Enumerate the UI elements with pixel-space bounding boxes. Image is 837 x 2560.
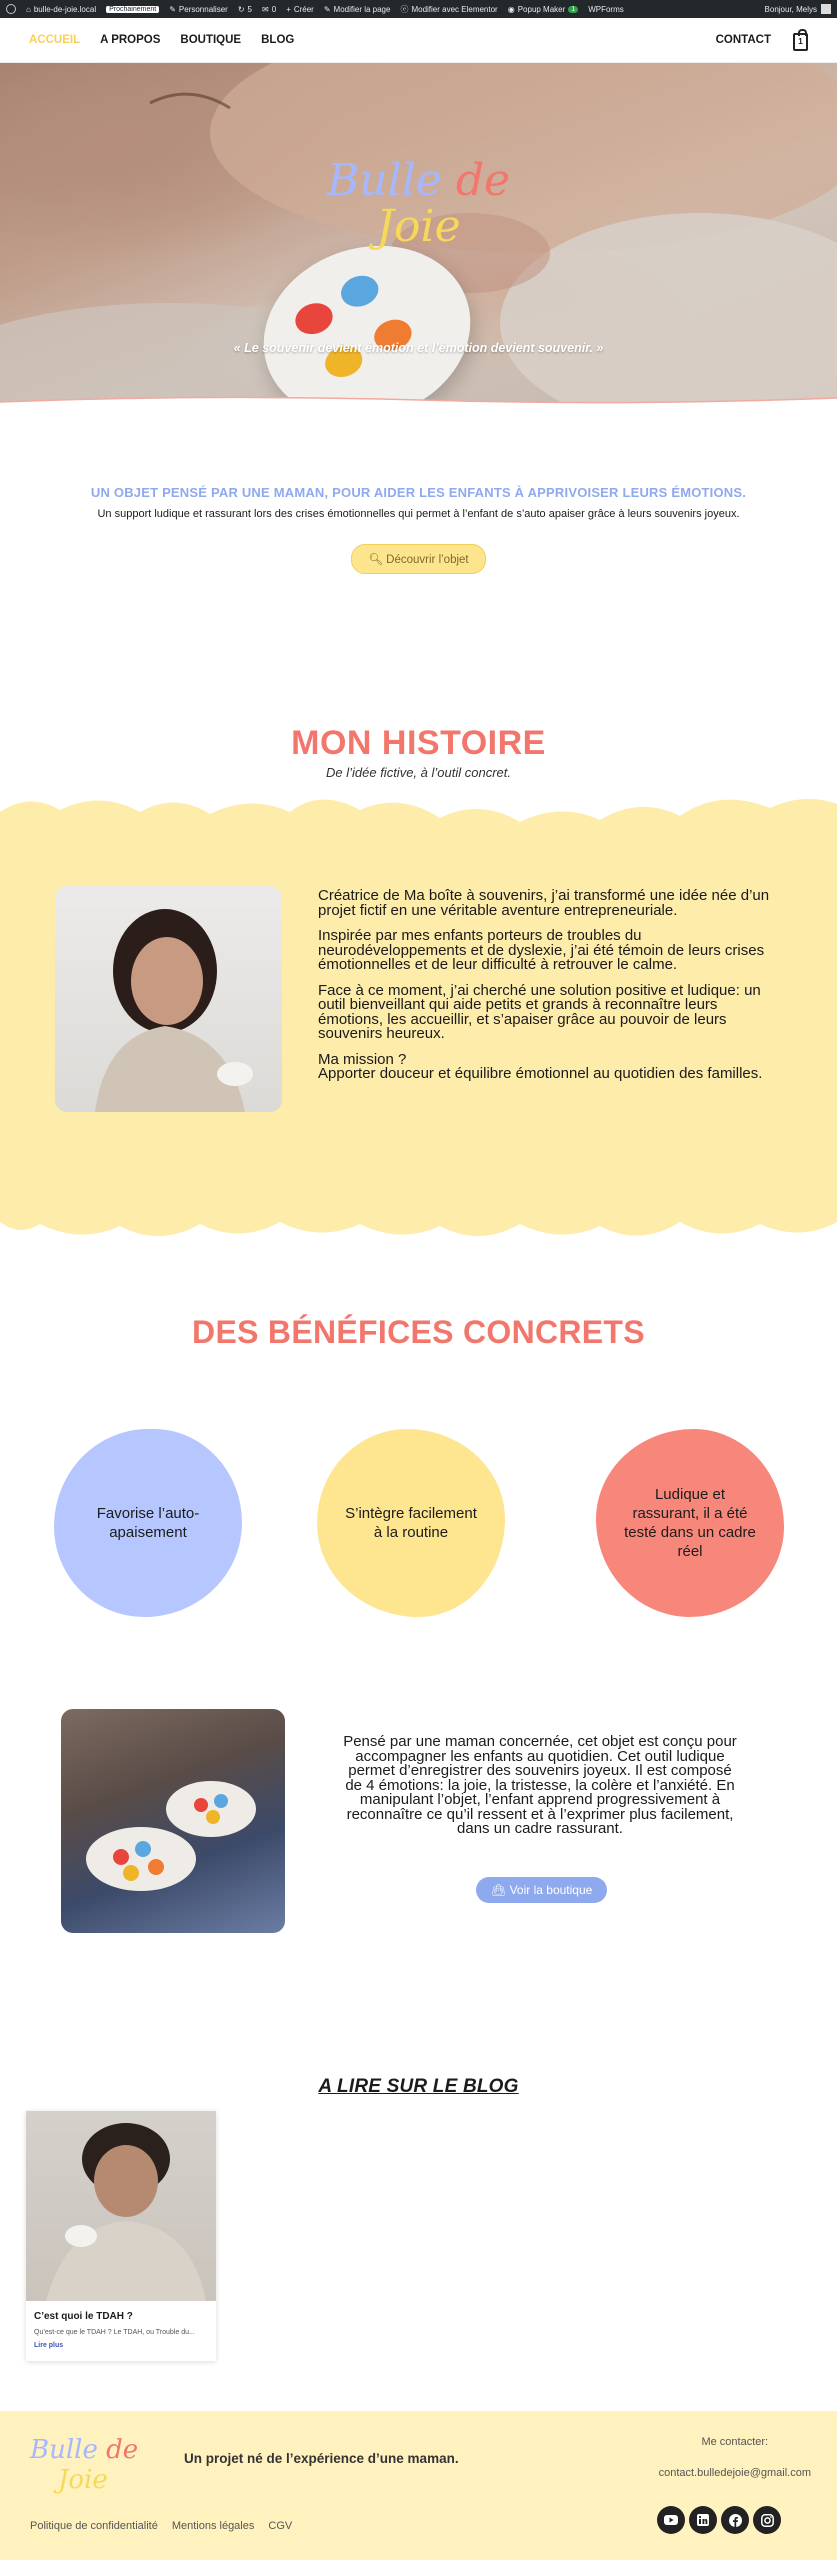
new-content-link[interactable]: + Créer	[286, 4, 314, 14]
founder-portrait	[55, 886, 282, 1112]
footer-tagline: Un projet né de l’expérience d’une maman.	[184, 2451, 459, 2466]
product-section	[0, 1709, 837, 1934]
intro-text: Un support ludique et rassurant lors des crises émotionnelles qui permet à l’enfant de s’auto apaiser grâce à leurs souvenirs joyeux.	[97, 508, 740, 520]
benefit-self-soothing: Favorise l’auto-apaisement	[54, 1429, 242, 1617]
child-photo	[26, 2111, 216, 2301]
plus-icon: +	[286, 4, 291, 14]
discover-object-button[interactable]: 🔍︎ Découvrir l’objet	[351, 544, 485, 574]
intro-heading: UN OBJET PENSÉ PAR UNE MAMAN, POUR AIDER LES ENFANTS À APPRIVOISER LEURS ÉMOTIONS.	[90, 485, 747, 500]
benefits-list	[0, 1429, 837, 1619]
nav-boutique[interactable]: BOUTIQUE	[180, 34, 242, 46]
footer-logo[interactable]: Bulle de Joie	[30, 2435, 139, 2495]
story-subtitle: De l’idée fictive, à l’outil concret.	[326, 765, 511, 780]
popup-maker-link[interactable]: ◉ Popup Maker 1	[508, 5, 578, 14]
elementor-icon: ⓔ	[400, 4, 409, 14]
blog-post-image	[26, 2111, 216, 2301]
hero-quote: « Le souvenir devient émotion et l’émotion devient souvenir. »	[233, 341, 604, 355]
wordpress-icon	[6, 4, 16, 14]
nav-blog[interactable]: BLOG	[261, 34, 295, 46]
bag-icon: 👜︎	[491, 1883, 510, 1897]
updates-link[interactable]: ↻ 5	[237, 4, 252, 14]
read-more-link[interactable]: Lire plus	[34, 2342, 64, 2349]
edit-page-link[interactable]: ✎ Modifier la page	[323, 4, 391, 14]
coming-soon-badge[interactable]: Prochainement	[106, 6, 159, 13]
contact-email-link[interactable]: contact.bulledejoie@gmail.com	[658, 2467, 811, 2479]
footer-links	[30, 2520, 292, 2532]
blog-title: A LIRE SUR LE BLOG	[318, 2076, 519, 2097]
nav-accueil[interactable]: ACCUEIL	[29, 34, 81, 46]
comments-link[interactable]: ✉ 0	[261, 4, 277, 14]
popup-count-badge: 1	[568, 6, 578, 13]
home-icon: ⌂	[26, 4, 31, 14]
wordpress-menu[interactable]	[6, 4, 16, 14]
popup-icon: ◉	[507, 4, 515, 14]
brush-icon: ✎	[169, 4, 176, 14]
facebook-icon[interactable]	[721, 2506, 749, 2534]
refresh-icon: ↻	[237, 4, 245, 14]
privacy-policy-link[interactable]: Politique de confidentialité	[30, 2520, 158, 2532]
nav-a-propos[interactable]: A PROPOS	[100, 34, 161, 46]
main-navigation	[0, 18, 837, 63]
social-links	[657, 2506, 781, 2534]
blog-post-excerpt: Qu’est-ce que le TDAH ? Le TDAH, ou Trouble du...	[34, 2329, 195, 2336]
red-button	[291, 299, 336, 339]
story-heading-block	[0, 724, 837, 780]
nav-contact[interactable]: CONTACT	[715, 34, 771, 46]
blog-post-title[interactable]: C’est quoi le TDAH ?	[34, 2311, 133, 2322]
view-shop-button[interactable]: 👜︎ Voir la boutique	[476, 1877, 607, 1903]
youtube-icon[interactable]	[657, 2506, 685, 2534]
pencil-icon: ✎	[323, 4, 331, 14]
story-title: MON HISTOIRE	[291, 724, 546, 762]
cart-icon[interactable]	[793, 33, 808, 51]
comment-icon: ✉	[261, 4, 269, 14]
story-text: Créatrice de Ma boîte à souvenirs, j’ai transformé une idée née d’un projet fictif en une véritable aventure entrepreneuriale. Inspirée par mes enfants porteurs de troubles du neurodéveloppements et de dyslexie, j’ai été témoin de leurs crises émotionnelles et de leur difficulté à retrouver le calme. Face à ce moment, j’ai cherché une solution positive et ludique: un outil bienveillant qui aide petits et grands à reconnaître leurs émotions, les accueillir, et s’apaiser grâce au pouvoir de leurs souvenirs heureux. Ma mission ? Apporter douceur et équilibre émotionnel au quotidien des familles.	[318, 887, 770, 1082]
linkedin-icon[interactable]	[689, 2506, 717, 2534]
customize-link[interactable]: ✎ Personnaliser	[169, 4, 228, 14]
search-icon: 🔍︎	[368, 554, 387, 566]
intro-section	[0, 485, 837, 574]
blue-button	[337, 271, 382, 311]
hero-wave-divider	[0, 394, 837, 408]
site-footer	[0, 2411, 837, 2560]
terms-link[interactable]: CGV	[268, 2520, 293, 2532]
founder-photo	[55, 886, 282, 1112]
benefits-title: DES BÉNÉFICES CONCRETS	[192, 1314, 645, 1350]
site-name-link[interactable]: ⌂ bulle-de-joie.local	[26, 4, 97, 14]
hero-banner	[0, 63, 837, 408]
wp-admin-bar	[0, 0, 837, 18]
wpforms-link[interactable]: WPForms	[588, 4, 624, 14]
legal-notice-link[interactable]: Mentions légales	[171, 2520, 255, 2532]
blog-post-card[interactable]	[26, 2111, 216, 2361]
hero-title: Bulle de Joie	[326, 155, 511, 252]
cart-count: 1	[798, 37, 803, 46]
avatar	[821, 4, 831, 14]
product-description: Pensé par une maman concernée, cet objet est conçu pour accompagner les enfants au quotidien. Cet outil ludique permet d’enregistrer des souvenirs joyeux. Il est composé de 4 émotions: la joie, la tristesse, la colère et l’anxiété. En manipulant l’objet, l’enfant apprend progressivement à reconnaître ce qu’il ressent et à l’exprimer plus facilement, dans un cadre rassurant.	[343, 1733, 737, 1837]
footer-contact: Me contacter: contact.bulledejoie@gmail.com	[658, 2436, 811, 2479]
account-menu[interactable]: Bonjour, Melys	[765, 4, 831, 14]
product-photo	[61, 1709, 285, 1933]
benefit-tested: Ludique et rassurant, il a été testé dans un cadre réel	[596, 1429, 784, 1617]
benefit-routine: S’intègre facilement à la routine	[317, 1429, 505, 1617]
instagram-icon[interactable]	[753, 2506, 781, 2534]
story-section	[0, 792, 837, 1252]
elementor-link[interactable]: ⓔ Modifier avec Elementor	[400, 4, 498, 14]
hands-with-device-image	[61, 1709, 285, 1933]
